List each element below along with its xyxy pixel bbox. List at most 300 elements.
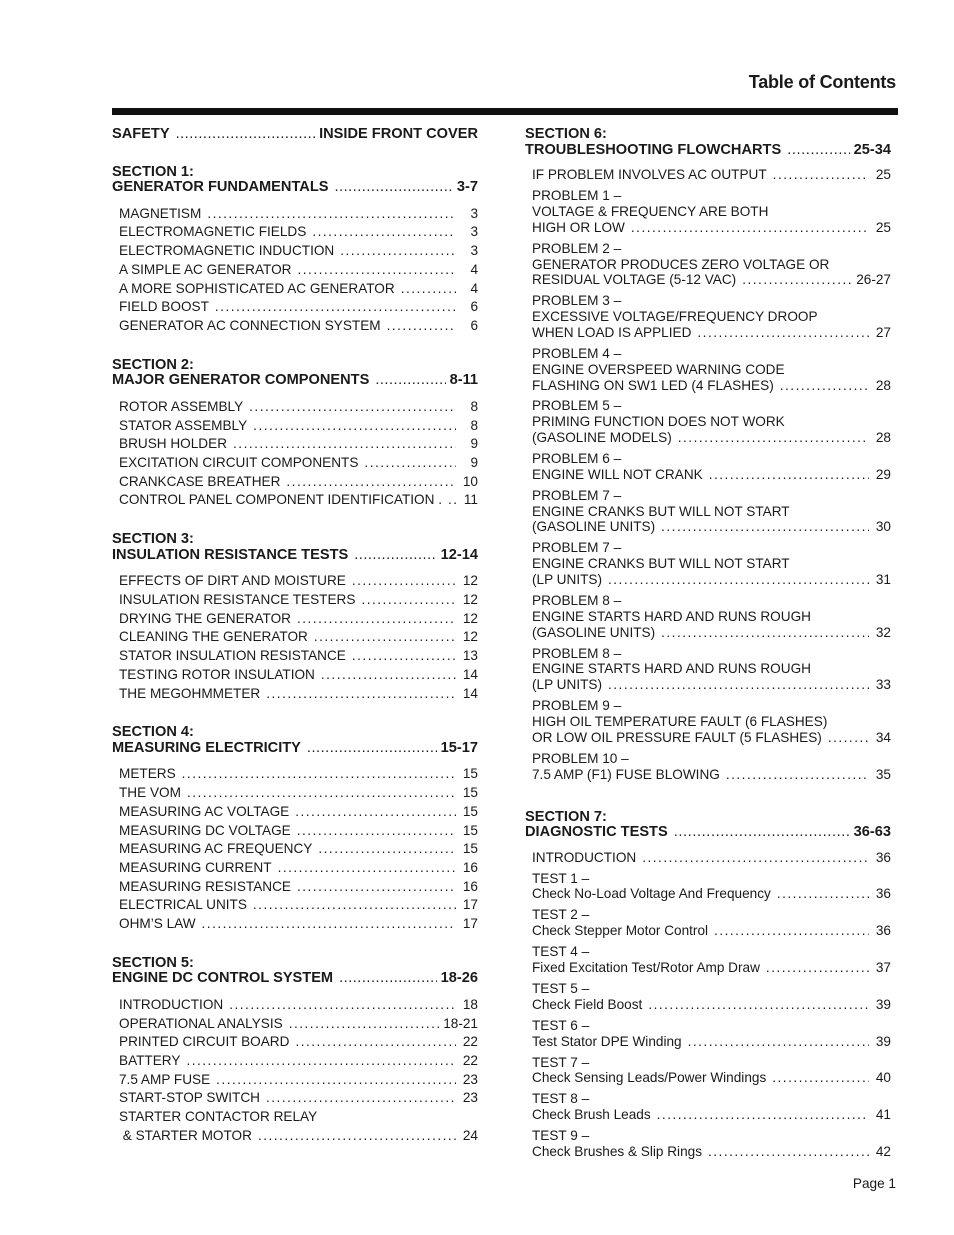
entry-label-line: Fixed Excitation Test/Rotor Amp Draw [532,960,760,976]
entry-label-line: GENERATOR PRODUCES ZERO VOLTAGE OR [532,256,830,272]
leader-dots [780,378,869,394]
leader-dots [233,435,456,454]
leader-dots [249,398,456,417]
entry-page: 8 [470,398,478,414]
entry-page: 11 [463,492,478,508]
toc-entry[interactable] [112,1108,478,1145]
entry-page: 15 [462,822,478,838]
entry-page: 15 [462,841,478,857]
entry-label: BRUSH HOLDER [119,436,228,452]
section-heading[interactable] [112,741,478,757]
leader-dots [186,1052,456,1071]
entry-label: STATOR ASSEMBLY [119,417,248,433]
entry-label: ROTOR ASSEMBLY [119,398,244,414]
leader-dots [661,519,869,535]
entry-label-line: PROBLEM 5 – [532,398,622,414]
toc-entry[interactable] [112,840,478,859]
entry-label-line: ENGINE WILL NOT CRANK [532,466,703,482]
toc-entry[interactable] [525,346,891,393]
entry-page: 36 [875,923,891,939]
entry-label-line: INTRODUCTION [532,849,637,865]
toc-entry[interactable] [112,803,478,822]
leader-dots [828,730,869,746]
entry-label: BATTERY [119,1053,181,1069]
entry-label-line: PROBLEM 2 – [532,240,622,256]
toc-entry[interactable] [112,223,478,242]
toc-entry[interactable] [112,491,478,510]
toc-entry[interactable] [525,398,891,445]
leader-dots [642,850,869,866]
entry-label-line: Test Stator DPE Winding [532,1033,682,1049]
entry-page: 36 [875,886,891,902]
toc-entry[interactable] [112,1071,478,1090]
leader-dots [708,1144,869,1160]
leader-dots [448,491,456,510]
entry-label: A MORE SOPHISTICATED AC GENERATOR [119,280,395,296]
entry-label-line: FLASHING ON SW1 LED (4 FLASHES) [532,377,774,393]
leader-dots [401,280,456,299]
leader-dots [202,915,456,934]
toc-entry[interactable] [112,435,478,454]
leader-dots [297,878,456,897]
toc-entry[interactable] [112,859,478,878]
leader-dots [674,825,850,841]
leader-dots [387,317,456,336]
entry-label-line: (LP UNITS) [532,677,602,693]
toc-entry[interactable] [525,1055,891,1087]
toc-entry[interactable] [525,850,891,866]
entry-label-line: PROBLEM 7 – [532,487,622,503]
leader-dots [297,610,456,629]
entry-label-line: 7.5 AMP (F1) FUSE BLOWING [532,766,720,782]
entry-label-line: (GASOLINE UNITS) [532,624,656,640]
entry-label-line: (LP UNITS) [532,572,602,588]
toc-entry[interactable] [112,298,478,317]
toc-entry[interactable] [112,822,478,841]
entry-page: 34 [875,729,891,745]
toc-entry[interactable] [112,317,478,336]
entry-page: 28 [875,377,891,393]
leader-dots [714,923,869,939]
entry-page: 14 [462,685,478,701]
leader-dots [766,960,869,976]
entry-label: FIELD BOOST [119,299,209,315]
toc-entry[interactable] [112,417,478,436]
entry-label: CONTROL PANEL COMPONENT IDENTIFICATION . [119,492,443,508]
leader-dots [608,677,869,693]
toc-right-column [525,127,891,1187]
section-heading[interactable] [112,180,478,196]
leader-dots [742,272,852,288]
page-title: Table of Contents [748,72,896,92]
entry-label-line: PROBLEM 9 – [532,698,622,714]
toc-entry[interactable] [525,944,891,976]
entry-label-line: TEST 8 – [532,1091,590,1107]
entry-label-line: PROBLEM 8 – [532,645,622,661]
entry-label: 7.5 AMP FUSE [119,1071,211,1087]
entry-label-line: PROBLEM 8 – [532,593,622,608]
entry-label-line: Check No-Load Voltage And Frequency [532,886,771,902]
toc-entry[interactable] [525,646,891,693]
entry-label: A SIMPLE AC GENERATOR [119,261,292,277]
section-pages: 25-34 [853,141,891,158]
toc-entry[interactable] [525,1091,891,1123]
entry-label-line: TEST 2 – [532,907,590,923]
toc-entry[interactable] [112,915,478,934]
entry-page: 36 [875,849,891,865]
toc-entry[interactable] [112,628,478,647]
entry-label: SAFETY [112,126,170,142]
entry-page: 39 [875,1033,891,1049]
section-pages: 12-14 [440,546,478,563]
leader-dots [648,997,869,1013]
entry-page: 39 [875,996,891,1012]
leader-dots [307,741,437,757]
entry-page: 16 [462,859,478,875]
leader-dots [678,430,869,446]
section-title: GENERATOR FUNDAMENTALS [112,179,329,196]
entry-label: STATOR INSULATION RESISTANCE [119,648,346,664]
entry-label-line: ENGINE CRANKS BUT WILL NOT START [532,503,790,519]
entry-label-line: (GASOLINE UNITS) [532,519,656,535]
entry-page: 16 [462,878,478,894]
entry-label-line: Check Field Boost [532,996,643,1012]
entry-page: 10 [462,473,478,489]
entry-label: THE MEGOHMMETER [119,685,261,701]
entry-page: 15 [462,803,478,819]
entry-label-line: IF PROBLEM INVOLVES AC OUTPUT [532,167,767,183]
entry-label: INSULATION RESISTANCE TESTERS [119,592,356,607]
entry-label: MEASURING RESISTANCE [119,878,291,894]
entry-page: 29 [875,466,891,482]
entry-page: 9 [470,436,478,452]
toc-entry[interactable] [525,167,891,183]
toc-entry[interactable] [525,188,891,235]
section-number: SECTION 7: [525,808,607,825]
entry-label-line: STARTER CONTACTOR RELAY [119,1109,318,1125]
toc-entry[interactable] [112,1015,478,1034]
leader-dots [608,572,869,588]
toc-entry[interactable] [112,765,478,784]
entry-page: 12 [462,629,478,645]
toc-entry[interactable] [525,451,891,483]
toc-entry[interactable] [112,572,478,591]
entry-label: THE VOM [119,785,181,801]
entry-label: MEASURING AC VOLTAGE [119,803,290,819]
entry-page: 17 [462,916,478,932]
leader-dots [286,473,456,492]
leader-dots [709,467,869,483]
toc-entry[interactable] [112,610,478,629]
entry-page: 13 [462,648,478,664]
entry-page: 18-21 [443,1015,478,1031]
entry-page: 15 [462,766,478,782]
leader-dots [772,1070,869,1086]
entry-label-line: ENGINE OVERSPEED WARNING CODE [532,361,785,377]
toc-entry[interactable] [525,1128,891,1160]
entry-label: EXCITATION CIRCUIT COMPONENTS [119,455,359,470]
entry-page: 25 [875,167,891,183]
entry-page: 4 [470,280,478,296]
toc-entry[interactable] [525,488,891,535]
toc-entry[interactable] [112,666,478,685]
entry-page: 35 [875,766,891,782]
entry-page: 33 [875,677,891,693]
entry-page: 15 [462,785,478,801]
entry-label-line: TEST 9 – [532,1128,590,1144]
entry-label-line: WHEN LOAD IS APPLIED [532,324,692,340]
entry-label-line: Check Brushes & Slip Rings [532,1143,702,1159]
entry-label: METERS [119,766,176,782]
leader-dots [688,1034,869,1050]
entry-label: START-STOP SWITCH [119,1090,260,1106]
entry-label: ELECTROMAGNETIC FIELDS [119,224,307,240]
section-heading[interactable] [112,548,478,564]
section-number: SECTION 2: [112,356,194,373]
leader-dots [777,886,869,902]
leader-dots [266,685,456,704]
entry-page: 32 [875,624,891,640]
entry-label: MAGNETISM [119,205,202,221]
toc-left-column [112,127,478,1168]
entry-label-line: Check Brush Leads [532,1107,651,1123]
toc-entry[interactable] [112,647,478,666]
toc-entry[interactable] [112,261,478,280]
toc-entry[interactable] [112,398,478,417]
entry-label-line: Check Stepper Motor Control [532,923,709,939]
leader-dots [229,996,456,1015]
entry-page: 12 [462,610,478,626]
toc-entry[interactable] [112,473,478,492]
section-number: SECTION 3: [112,531,194,548]
entry-page: 17 [462,897,478,913]
toc-entry[interactable] [112,1033,478,1052]
entry-label: ELECTRICAL UNITS [119,897,247,913]
toc-entry[interactable] [525,871,891,903]
section-title: DIAGNOSTIC TESTS [525,824,668,841]
entry-label-line: EXCESSIVE VOLTAGE/FREQUENCY DROOP [532,309,818,325]
entry-label: MEASURING DC VOLTAGE [119,822,291,838]
leader-dots [297,822,456,841]
section-pages: 36-63 [853,824,891,841]
entry-label-line: TEST 7 – [532,1054,590,1070]
leader-dots [187,784,456,803]
entry-page: 9 [470,455,478,470]
section-number: SECTION 5: [112,954,194,971]
entry-label-line: VOLTAGE & FREQUENCY ARE BOTH [532,203,769,219]
leader-dots [314,628,456,647]
toc-entry[interactable] [112,1052,478,1071]
toc-entry[interactable] [525,241,891,288]
toc-entry[interactable] [112,242,478,261]
entry-page: 23 [462,1071,478,1087]
entry-page: 3 [470,205,478,221]
entry-page: 6 [470,318,478,333]
section-title: MEASURING ELECTRICITY [112,739,301,756]
leader-dots [375,373,445,389]
section-heading[interactable] [525,143,891,159]
leader-dots [334,180,452,196]
entry-label-line: HIGH OIL TEMPERATURE FAULT (6 FLASHES) [532,713,828,729]
section-number: SECTION 1: [112,163,194,180]
leader-dots [266,1089,456,1108]
section-title: MAJOR GENERATOR COMPONENTS [112,372,370,389]
toc-entry[interactable] [525,751,891,783]
leader-dots [176,127,316,143]
section-heading[interactable] [112,971,478,987]
toc-entry[interactable] [112,205,478,224]
leader-dots [295,1033,456,1052]
entry-page: 26-27 [856,272,891,288]
section-heading[interactable] [112,373,478,389]
section-pages: 3-7 [456,179,478,196]
entry-label-line: PROBLEM 3 – [532,293,622,309]
entry-label-line: TEST 1 – [532,870,590,886]
leader-dots [312,223,456,242]
toc-entry[interactable] [112,454,478,473]
leader-dots [726,767,869,783]
leader-dots [657,1107,869,1123]
entry-page: 22 [462,1034,478,1050]
entry-label: MEASURING AC FREQUENCY [119,841,313,857]
entry-label: GENERATOR AC CONNECTION SYSTEM [119,318,381,333]
leader-dots [289,1015,440,1034]
section-pages: 8-11 [449,372,478,389]
entry-page: 41 [875,1107,891,1123]
entry-label: OHM’S LAW [119,916,196,932]
entry-label: EFFECTS OF DIRT AND MOISTURE [119,573,346,589]
header-rule [112,108,898,115]
leader-dots [298,261,457,280]
leader-dots [631,220,869,236]
entry-page: 30 [875,519,891,535]
toc-entry[interactable] [525,698,891,745]
entry-label-line: ENGINE STARTS HARD AND RUNS ROUGH [532,661,811,677]
entry-label-line: TEST 6 – [532,1017,590,1033]
leader-dots [253,896,456,915]
entry-page: 31 [875,572,891,588]
entry-label-line: TEST 5 – [532,981,590,997]
entry-page: 23 [462,1090,478,1106]
leader-dots [352,572,456,591]
leader-dots [354,548,436,564]
toc-entry[interactable] [112,591,478,610]
entry-label: DRYING THE GENERATOR [119,610,291,626]
entry-label-line: TEST 4 – [532,944,590,960]
leader-dots [787,143,849,159]
entry-label-line: Check Sensing Leads/Power Windings [532,1070,767,1086]
leader-dots [207,205,456,224]
entry-label-line: PROBLEM 7 – [532,540,622,556]
toc-entry[interactable] [525,540,891,587]
toc-entry[interactable] [112,1089,478,1108]
entry-label-line: OR LOW OIL PRESSURE FAULT (5 FLASHES) [532,729,822,745]
entry-page: 12 [462,592,478,607]
entry-label: CRANKCASE BREATHER [119,473,281,489]
leader-dots [339,971,437,987]
leader-dots [352,647,456,666]
section-heading[interactable] [525,825,891,841]
toc-entry[interactable] [525,981,891,1013]
toc-entry[interactable] [525,907,891,939]
entry-label: TESTING ROTOR INSULATION [119,666,315,682]
entry-label: CLEANING THE GENERATOR [119,629,308,645]
leader-dots [278,859,456,878]
entry-label-line: & STARTER MOTOR [119,1127,252,1143]
entry-label: ELECTROMAGNETIC INDUCTION [119,243,335,259]
entry-label: OPERATIONAL ANALYSIS [119,1015,283,1031]
entry-label-line: HIGH OR LOW [532,219,625,235]
page-number: Page 1 [852,1176,896,1191]
entry-page: 18 [462,996,478,1012]
toc-entry[interactable] [525,593,891,640]
leader-dots [182,765,456,784]
entry-label: INTRODUCTION [119,996,224,1012]
entry-page: 22 [462,1053,478,1069]
toc-entry[interactable] [112,896,478,915]
entry-label-line: (GASOLINE MODELS) [532,430,672,446]
section-title: TROUBLESHOOTING FLOWCHARTS [525,141,782,158]
toc-entry[interactable] [525,1018,891,1050]
toc-entry[interactable] [112,280,478,299]
entry-page: 25 [875,219,891,235]
entry-page: 42 [875,1143,891,1159]
entry-page: 28 [875,430,891,446]
entry-page: 4 [470,261,478,277]
section-pages: 15-17 [440,739,478,756]
entry-page: 37 [875,960,891,976]
leader-dots [661,625,869,641]
entry-page: 27 [875,324,891,340]
section-title: ENGINE DC CONTROL SYSTEM [112,970,334,987]
entry-page: 6 [470,299,478,315]
entry-label-line: PROBLEM 4 – [532,345,622,361]
entry-page: 12 [462,573,478,589]
section-title: INSULATION RESISTANCE TESTS [112,546,349,563]
entry-label-line: PROBLEM 1 – [532,188,622,204]
toc-entry[interactable] [112,784,478,803]
leader-dots [215,298,456,317]
leader-dots [340,242,456,261]
leader-dots [321,666,456,685]
entry-page: 24 [462,1127,478,1143]
toc-entry[interactable] [112,878,478,897]
entry-page: 3 [470,243,478,259]
toc-entry[interactable] [112,685,478,704]
entry-label-line: ENGINE CRANKS BUT WILL NOT START [532,556,790,572]
entry-page: 8 [470,417,478,433]
toc-entry[interactable] [525,293,891,340]
entry-label-line: PROBLEM 10 – [532,750,629,766]
entry-page: 3 [470,224,478,240]
entry-label-line: PROBLEM 6 – [532,451,622,467]
entry-label-line: ENGINE STARTS HARD AND RUNS ROUGH [532,608,811,624]
leader-dots [361,591,456,610]
leader-dots [697,325,869,341]
entry-label: MEASURING CURRENT [119,859,272,875]
entry-page: INSIDE FRONT COVER [319,126,478,142]
section-number: SECTION 4: [112,724,194,741]
entry-label-line: RESIDUAL VOLTAGE (5-12 VAC) [532,272,737,288]
leader-dots [253,417,456,436]
section-number: SECTION 6: [525,126,607,142]
toc-entry[interactable] [112,996,478,1015]
leader-dots [364,454,456,473]
entry-page: 40 [875,1070,891,1086]
leader-dots [318,840,456,859]
toc-safety-entry[interactable] [112,127,478,143]
entry-label-line: PRIMING FUNCTION DOES NOT WORK [532,414,785,430]
